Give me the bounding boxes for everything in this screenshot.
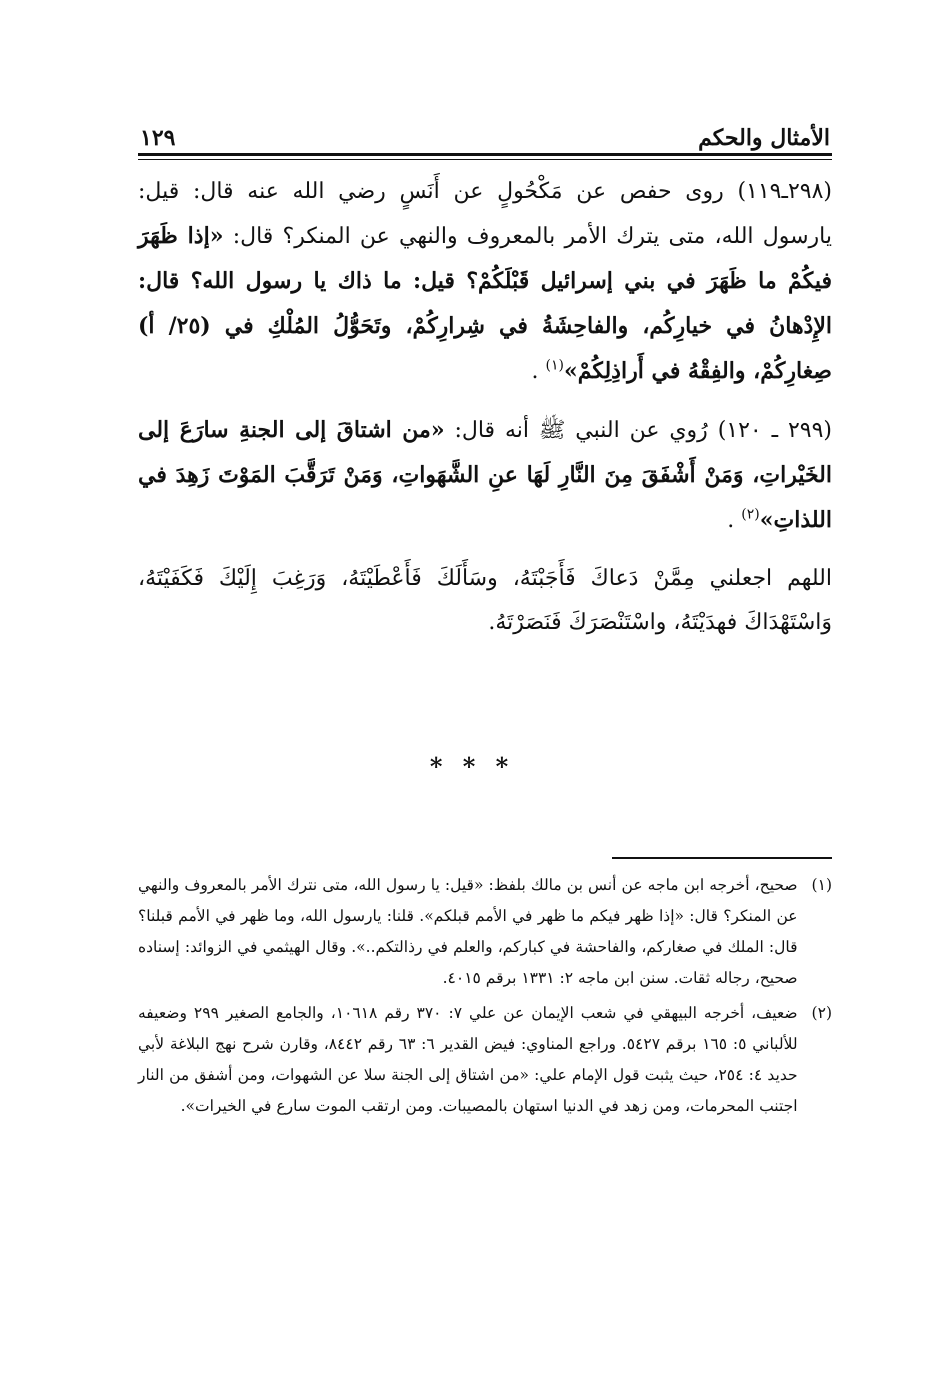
footnote-text: صحيح، أخرجه ابن ماجه عن أنس بن مالك بلفظ: «قيل: يا رسول الله، متى نترك الأمر بالمعروف والنهي عن المنكر؟ قال: «إذا ظهر فيكم ما ظهر في الأمم قبلكم». قلنا: يارسول الله، وما ظهر في الأمم قبلنا؟ قال: الملك في صغاركم، والفاحشة في كباركم، والعلم في رذالتكم..». وقال الهيثمي في الزوائد: إسناده صحيح، رجاله ثقات. سنن ابن ماجه ٢: ١٣٣١ برقم ٤٠١٥.	[138, 876, 798, 987]
entry-intro: رُوي عن النبي ﷺ أنه قال:	[454, 418, 708, 443]
footnotes	[138, 870, 832, 1126]
entry-299	[138, 408, 832, 543]
entry-intro: روى حفص عن مَكْحُولٍ عن أَنَسٍ رضي الله عنه قال: قيل: يارسول الله، متى يترك الأمر بالمعروف والنهي عن المنكر؟ قال:	[138, 179, 832, 249]
footnote-number: (١)	[811, 876, 832, 894]
hadith-text: «إذا ظَهَرَ فيكُمْ ما ظَهَرَ في بني إسرائيل قَبْلَكُمْ؟ قيل: ما ذاك يا رسول الله؟ قال: الإِدْهانُ في خيارِكُم، والفاحِشَةُ في شِرارِكُمْ، وتَحَوُّلُ المُلْكِ في (٢٥/ أ) صِغارِكُمْ، والفِقْهُ في أَراذِلِكُمْ»	[138, 223, 832, 384]
header-title: الأمثال والحكم	[698, 125, 830, 151]
footnote-text: ضعيف، أخرجه البيهقي في شعب الإيمان عن علي ٧: ٣٧٠ رقم ١٠٦١٨، والجامع الصغير ٢٩٩ وضعيفه للألباني ٥: ١٦٥ برقم ٥٤٢٧. وراجع المناوي: فيض القدير ٦: ٦٣ رقم ٨٤٤٢، وقارن شرح نهج البلاغة لأبي حديد ٤: ٢٥٤، حيث يثبت قول الإمام علي: «من اشتاق إلى الجنة سلا عن الشهوات، ومن أشفق من النار اجتنب المحرمات، ومن زهد في الدنيا استهان بالمصيبات. ومن ارتقب الموت سارع في الخيرات».	[138, 1004, 798, 1115]
entry-number: (٢٩٩ ـ ١٢٠)	[717, 418, 832, 443]
hadith-text: «من اشتاقَ إلى الجنةِ سارَعَ إلى الخَيْراتِ، وَمَنْ أَشْفَقَ مِنَ النَّارِ لَهَا عنِ الشَّهَواتِ، وَمَنْ تَرَقَّبَ المَوْتَ زَهِدَ في اللذاتِ»	[138, 417, 832, 533]
entry-end: .	[531, 359, 539, 384]
page-number: ١٢٩	[140, 125, 176, 151]
entry-298	[138, 170, 832, 394]
footnote-ref: (٢)	[741, 506, 760, 523]
prayer: اللهم اجعلني مِمَّنْ دَعاكَ فَأَجَبْتَهُ، وسَأَلَكَ فَأَعْطَيْتَهُ، وَرَغِبَ إِلَيْكَ فَكَفَيْتَهُ، وَاسْتَهْدَاكَ فهدَيْتَهُ، واسْتَنْصَرَكَ فَنَصَرْتَهُ.	[138, 566, 832, 635]
entry-end: .	[727, 508, 735, 533]
header-rule-thin	[138, 159, 832, 160]
entry-number: (٢٩٨ـ١١٩)	[737, 179, 832, 204]
page-header	[140, 112, 830, 152]
footnote-ref: (١)	[545, 357, 564, 374]
footnote-2	[138, 998, 832, 1122]
section-separator: * * *	[429, 752, 515, 781]
main-text	[138, 170, 832, 659]
footnote-1	[138, 870, 832, 994]
footnote-rule	[612, 857, 832, 859]
header-rule	[138, 153, 832, 156]
footnote-number: (٢)	[811, 1004, 832, 1022]
